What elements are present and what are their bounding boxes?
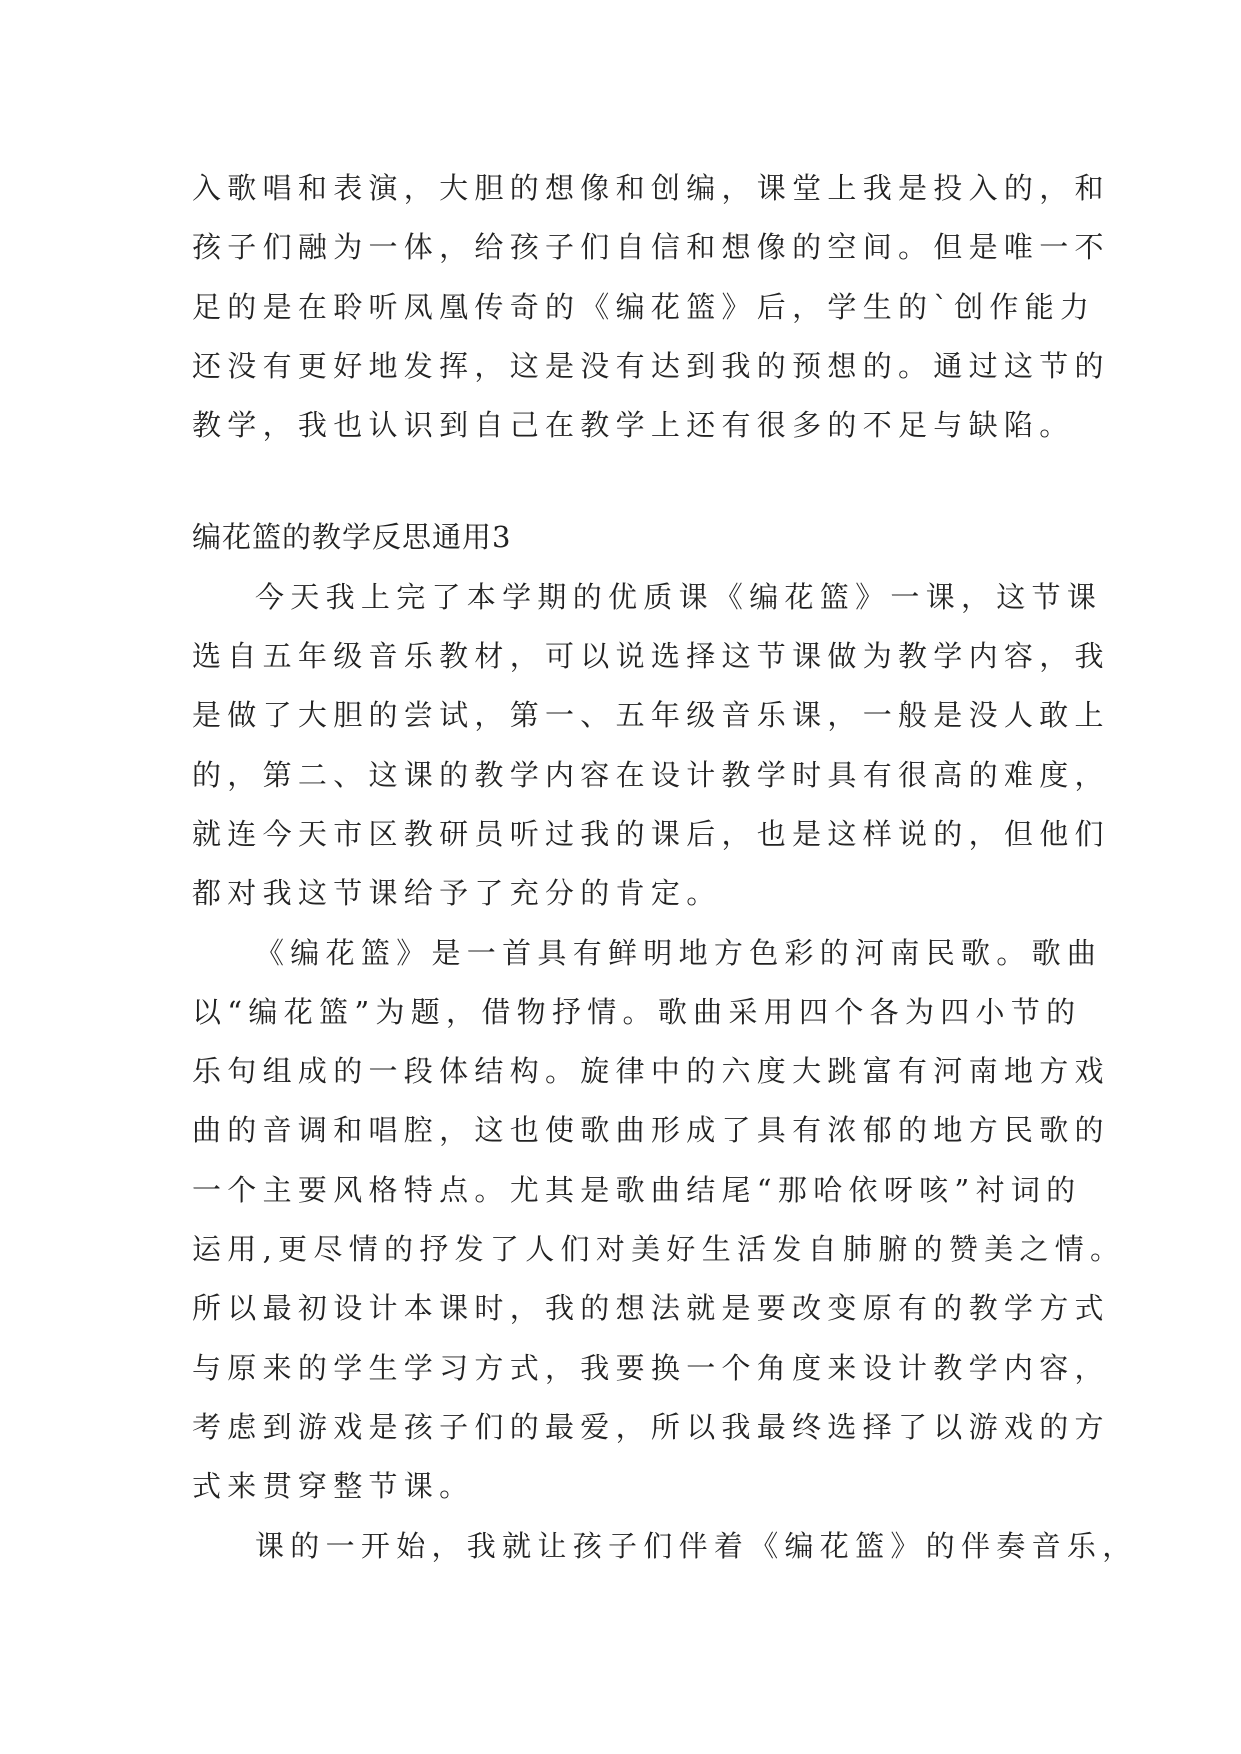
paragraph-lesson-start: [192, 1517, 1138, 1576]
text-line: 以“编花篮”为题，借物抒情。歌曲采用四个各为四小节的: [192, 994, 1082, 1029]
text-line: 与原来的学生学习方式，我要换一个角度来设计教学内容，: [192, 1350, 1110, 1385]
text-line: 《编花篮》是一首具有鲜明地方色彩的河南民歌。歌曲: [255, 935, 1103, 970]
document-page: [192, 159, 1138, 1576]
text-line: 运用,更尽情的抒发了人们对美好生活发自肺腑的赞美之情。: [192, 1232, 1126, 1267]
text-line: 的，第二、这课的教学内容在设计教学时具有很高的难度，: [192, 757, 1110, 792]
paragraph-continued: [192, 159, 1110, 455]
text-line: 是做了大胆的尝试，第一、五年级音乐课，一般是没人敢上: [192, 698, 1110, 733]
text-line: 乐句组成的一段体结构。旋律中的六度大跳富有河南地方戏: [192, 1054, 1110, 1089]
text-line: 曲的音调和唱腔，这也使歌曲形成了具有浓郁的地方民歌的: [192, 1113, 1110, 1148]
text-line: 所以最初设计本课时，我的想法就是要改变原有的教学方式: [192, 1291, 1110, 1326]
text-line: 今天我上完了本学期的优质课《编花篮》一课，这节课: [255, 579, 1103, 614]
text-line: 选自五年级音乐教材，可以说选择这节课做为教学内容，我: [192, 639, 1110, 674]
section-spacer: [192, 455, 1054, 508]
text-line: 式来贯穿整节课。: [192, 1469, 475, 1504]
text-line: 都对我这节课给予了充分的肯定。: [192, 876, 722, 911]
text-line: 入歌唱和表演，大胆的想像和创编，课堂上我是投入的，和: [192, 171, 1110, 205]
paragraph-intro: [192, 568, 1110, 924]
text-line: 课的一开始，我就让孩子们伴着《编花篮》的伴奏音乐，: [255, 1528, 1138, 1563]
text-line: 就连今天市区教研员听过我的课后，也是这样说的，但他们: [192, 816, 1110, 851]
text-line: 一个主要风格特点。尤其是歌曲结尾“那哈依呀咳”衬词的: [192, 1172, 1082, 1207]
text-line: 还没有更好地发挥，这是没有达到我的预想的。通过这节的: [192, 348, 1110, 383]
text-line: 足的是在聆听凤凰传奇的《编花篮》后，学生的`创作能力: [192, 289, 1096, 324]
text-line: 教学，我也认识到自己在教学上还有很多的不足与缺陷。: [192, 408, 1075, 443]
section-heading: 编花篮的教学反思通用3: [192, 520, 512, 555]
paragraph-song-analysis: [192, 924, 1126, 1517]
text-line: 考虑到游戏是孩子们的最爱，所以我最终选择了以游戏的方: [192, 1409, 1110, 1444]
text-line: 孩子们融为一体，给孩子们自信和想像的空间。但是唯一不: [192, 230, 1110, 265]
